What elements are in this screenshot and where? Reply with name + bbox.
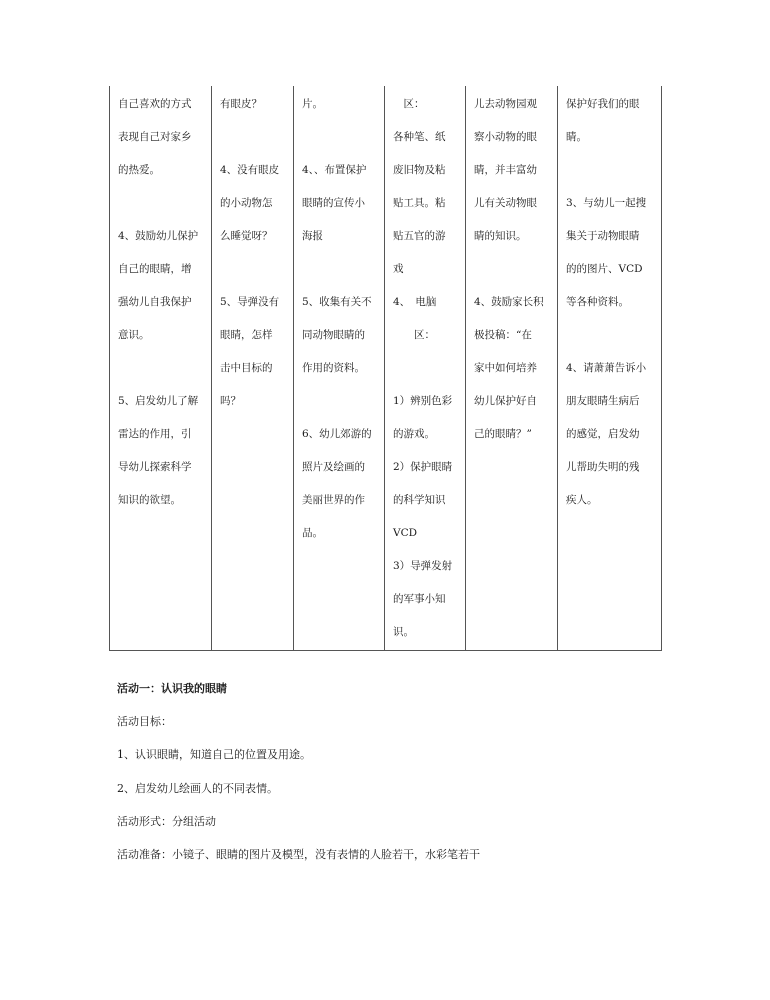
table-cell-line: 极投稿：“在 bbox=[474, 329, 532, 341]
table-cell-line: 识。 bbox=[393, 626, 414, 638]
table-cell-line: 的小动物怎 bbox=[220, 197, 273, 209]
table-cell-line: 4、没有眼皮 bbox=[220, 164, 280, 176]
table-cell-line: 美丽世界的作 bbox=[302, 494, 365, 506]
table-cell-line: 导幼儿探索科学 bbox=[118, 461, 192, 473]
activity-prep: 活动准备：小镜子、眼睛的图片及模型，没有表情的人脸若干，水彩笔若干 bbox=[117, 848, 480, 861]
table-cell-line: 意识。 bbox=[118, 329, 150, 341]
table-cell-line: 睛。 bbox=[566, 131, 587, 143]
activity-goal-1: 1、认识眼睛，知道自己的位置及用途。 bbox=[117, 748, 311, 761]
table-cell-line: 等各种资料。 bbox=[566, 296, 629, 308]
table-cell-line: 保护好我们的眼 bbox=[566, 98, 640, 110]
table-column-2 bbox=[212, 86, 294, 651]
table-cell-line: 5、启发幼儿了解 bbox=[118, 395, 199, 407]
table-cell-line: 吗？ bbox=[220, 395, 241, 407]
table-cell-line: 4、鼓励幼儿保护 bbox=[118, 230, 199, 242]
table-column-1 bbox=[110, 86, 212, 651]
table-cell-line: 的的图片、VCD bbox=[566, 263, 643, 275]
table-cell-line: 4、请萧萧告诉小 bbox=[566, 362, 647, 374]
table-cell-line: 的科学知识 bbox=[393, 494, 446, 506]
table-cell-line: 睛，并丰富幼 bbox=[474, 164, 537, 176]
table-column-4 bbox=[385, 86, 466, 651]
table-cell-line: 2）保护眼睛 bbox=[393, 461, 453, 473]
table-cell-line: 有眼皮？ bbox=[220, 98, 262, 110]
table-cell-line: 贴工具。粘 bbox=[393, 197, 446, 209]
table-cell-line: 自己喜欢的方式 bbox=[118, 98, 192, 110]
table-cell-line: 1）辨别色彩 bbox=[393, 395, 453, 407]
activity-plan-table bbox=[109, 86, 662, 651]
table-cell-line: 睛的知识。 bbox=[474, 230, 527, 242]
table-cell-line: 集关于动物眼睛 bbox=[566, 230, 640, 242]
table-cell-line: 儿去动物园观 bbox=[474, 98, 537, 110]
table-cell-line: 的热爱。 bbox=[118, 164, 160, 176]
table-cell-line: 戏 bbox=[393, 263, 404, 275]
table-cell-line: 4、鼓励家长积 bbox=[474, 296, 544, 308]
table-cell-line: 察小动物的眼 bbox=[474, 131, 537, 143]
table-cell-line: 5、导弹没有 bbox=[220, 296, 280, 308]
table-cell-line: 儿帮助失明的残 bbox=[566, 461, 640, 473]
activity-title: 活动一：认识我的眼睛 bbox=[117, 682, 227, 695]
table-cell-line: 知识的欲望。 bbox=[118, 494, 181, 506]
table-cell-line: 6、幼儿郊游的 bbox=[302, 428, 372, 440]
table-cell-line: 区： bbox=[393, 98, 425, 110]
table-cell-line: 的游戏。 bbox=[393, 428, 435, 440]
table-column-5 bbox=[466, 86, 558, 651]
table-cell-line: 表现自己对家乡 bbox=[118, 131, 192, 143]
table-cell-line: 击中目标的 bbox=[220, 362, 273, 374]
table-cell-line: 3）导弹发射 bbox=[393, 560, 453, 572]
table-cell-line: 么睡觉呀？ bbox=[220, 230, 273, 242]
table-cell-line: 同动物眼睛的 bbox=[302, 329, 365, 341]
table-cell-line: 区： bbox=[393, 329, 435, 341]
table-cell-line: 照片及绘画的 bbox=[302, 461, 365, 473]
table-column-6 bbox=[558, 86, 663, 651]
table-column-3 bbox=[294, 86, 385, 651]
table-cell-line: 儿有关动物眼 bbox=[474, 197, 537, 209]
table-cell-line: 己的眼睛？” bbox=[474, 428, 532, 440]
table-cell-line: 废旧物及粘 bbox=[393, 164, 446, 176]
table-cell-line: 疾人。 bbox=[566, 494, 598, 506]
table-cell-line: 各种笔、纸 bbox=[393, 131, 446, 143]
table-cell-line: 海报 bbox=[302, 230, 323, 242]
table-cell-line: 5、收集有关不 bbox=[302, 296, 372, 308]
table-cell-line: 眼睛的宣传小 bbox=[302, 197, 365, 209]
table-cell-line: 4、、布置保护 bbox=[302, 164, 367, 176]
table-cell-line: 的军事小知 bbox=[393, 593, 446, 605]
table-cell-line: 朋友眼睛生病后 bbox=[566, 395, 640, 407]
table-cell-line: VCD bbox=[393, 527, 418, 539]
table-cell-line: 自己的眼睛，增 bbox=[118, 263, 192, 275]
table-cell-line: 强幼儿自我保护 bbox=[118, 296, 192, 308]
activity-form: 活动形式：分组活动 bbox=[117, 815, 216, 828]
table-cell-line: 眼睛，怎样 bbox=[220, 329, 273, 341]
table-cell-line: 作用的资料。 bbox=[302, 362, 365, 374]
table-cell-line: 的感觉，启发幼 bbox=[566, 428, 640, 440]
table-cell-line: 雷达的作用，引 bbox=[118, 428, 192, 440]
table-cell-line: 品。 bbox=[302, 527, 323, 539]
table-cell-line: 贴五官的游 bbox=[393, 230, 446, 242]
table-cell-line: 片。 bbox=[302, 98, 323, 110]
table-cell-line: 4、 电脑 bbox=[393, 296, 437, 308]
activity-goal-2: 2、启发幼儿绘画人的不同表情。 bbox=[117, 782, 278, 795]
table-cell-line: 幼儿保护好自 bbox=[474, 395, 537, 407]
activity-goal-label: 活动目标： bbox=[117, 715, 172, 728]
table-cell-line: 家中如何培养 bbox=[474, 362, 537, 374]
table-cell-line: 3、与幼儿一起搜 bbox=[566, 197, 647, 209]
